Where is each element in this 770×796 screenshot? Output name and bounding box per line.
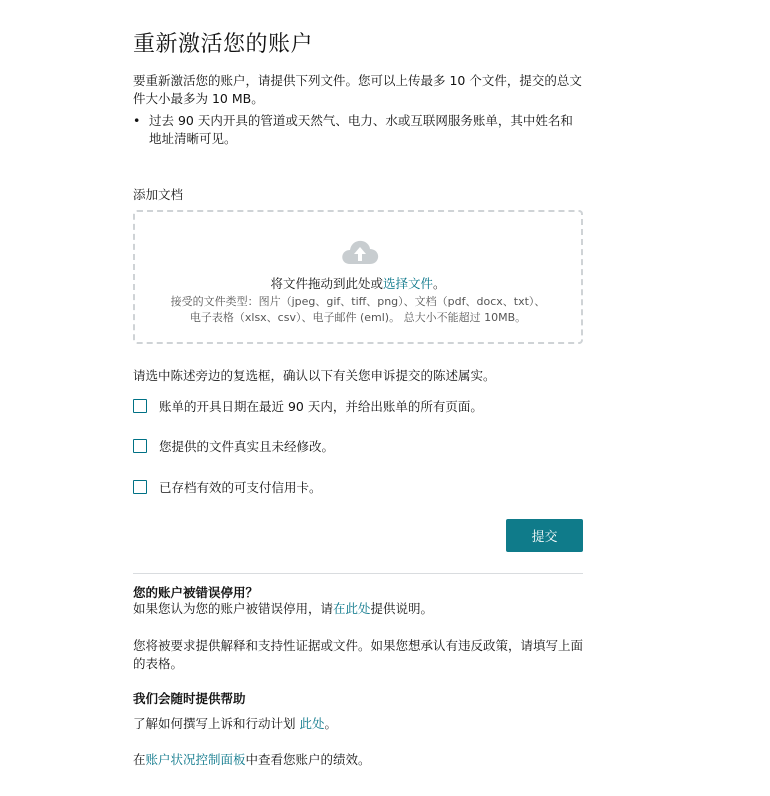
bullet-dot: • xyxy=(133,113,141,128)
requirement-text: 过去 90 天内开具的管道或天然气、电力、水或互联网服务账单，其中姓名和地址清晰可见。 xyxy=(149,113,573,146)
wrong-text-post: 提供说明。 xyxy=(370,601,434,616)
checkbox-label: 您提供的文件真实且未经修改。 xyxy=(159,439,335,454)
confirm-item-bill-date[interactable] xyxy=(133,397,483,415)
drop-instruction: 将文件拖动到此处或 xyxy=(270,276,383,291)
add-document-label: 添加文档 xyxy=(133,187,184,202)
checkbox[interactable] xyxy=(133,480,147,494)
wrongly-deactivated-text xyxy=(133,600,583,618)
learn-here-link[interactable]: 此处 xyxy=(299,716,325,731)
accepted-types-line-1: 接受的文件类型：图片（jpeg、gif、tiff、png）、文档（pdf、docx、txt）、 xyxy=(170,295,546,308)
checkbox-label: 账单的开具日期在最近 90 天内，并给出账单的所有页面。 xyxy=(159,399,483,414)
cloud-upload-icon xyxy=(340,238,380,266)
checkbox[interactable] xyxy=(133,439,147,453)
learn-appeal-text xyxy=(133,715,583,733)
dropzone-text xyxy=(135,274,581,292)
dash-pre: 在 xyxy=(133,752,146,767)
section-divider xyxy=(133,573,583,574)
learn-pre: 了解如何撰写上诉和行动计划 xyxy=(133,716,300,731)
evidence-text: 您将被要求提供解释和支持性证据或文件。如果您想承认有违反政策，请填写上面的表格。 xyxy=(133,638,584,671)
dash-post: 中查看您账户的绩效。 xyxy=(245,752,371,767)
file-dropzone[interactable] xyxy=(133,210,583,344)
choose-file-link[interactable]: 选择文件 xyxy=(382,276,433,291)
requirement-bullet xyxy=(133,112,583,148)
account-health-dashboard-link[interactable]: 账户状况控制面板 xyxy=(145,752,246,767)
explain-here-link[interactable]: 在此处 xyxy=(333,601,371,616)
confirm-item-authentic[interactable] xyxy=(133,437,334,455)
submit-button[interactable]: 提交 xyxy=(506,519,583,552)
drop-period: 。 xyxy=(433,276,446,291)
checkbox-label: 已存档有效的可支付信用卡。 xyxy=(159,480,322,495)
page-title: 重新激活您的账户 xyxy=(133,32,314,57)
accepted-types-line-2: 电子表格（xlsx、csv）、电子邮件 (eml)。 总大小不能超过 10MB。 xyxy=(189,311,527,324)
help-heading: 我们会随时提供帮助 xyxy=(133,691,246,706)
confirm-instruction: 请选中陈述旁边的复选框，确认以下有关您申诉提交的陈述属实。 xyxy=(133,368,496,383)
wrongly-deactivated-heading: 您的账户被错误停用？ xyxy=(133,585,259,600)
confirm-item-credit-card[interactable] xyxy=(133,478,322,496)
intro-text: 要重新激活您的账户，请提供下列文件。您可以上传最多 10 个文件，提交的总文件大小最多为 10 MB。 xyxy=(133,73,582,106)
learn-post: 。 xyxy=(324,716,338,731)
accepted-file-types xyxy=(135,294,581,326)
wrong-text-pre: 如果您认为您的账户被错误停用，请 xyxy=(133,601,334,616)
dashboard-text xyxy=(133,751,583,769)
checkbox[interactable] xyxy=(133,399,147,413)
